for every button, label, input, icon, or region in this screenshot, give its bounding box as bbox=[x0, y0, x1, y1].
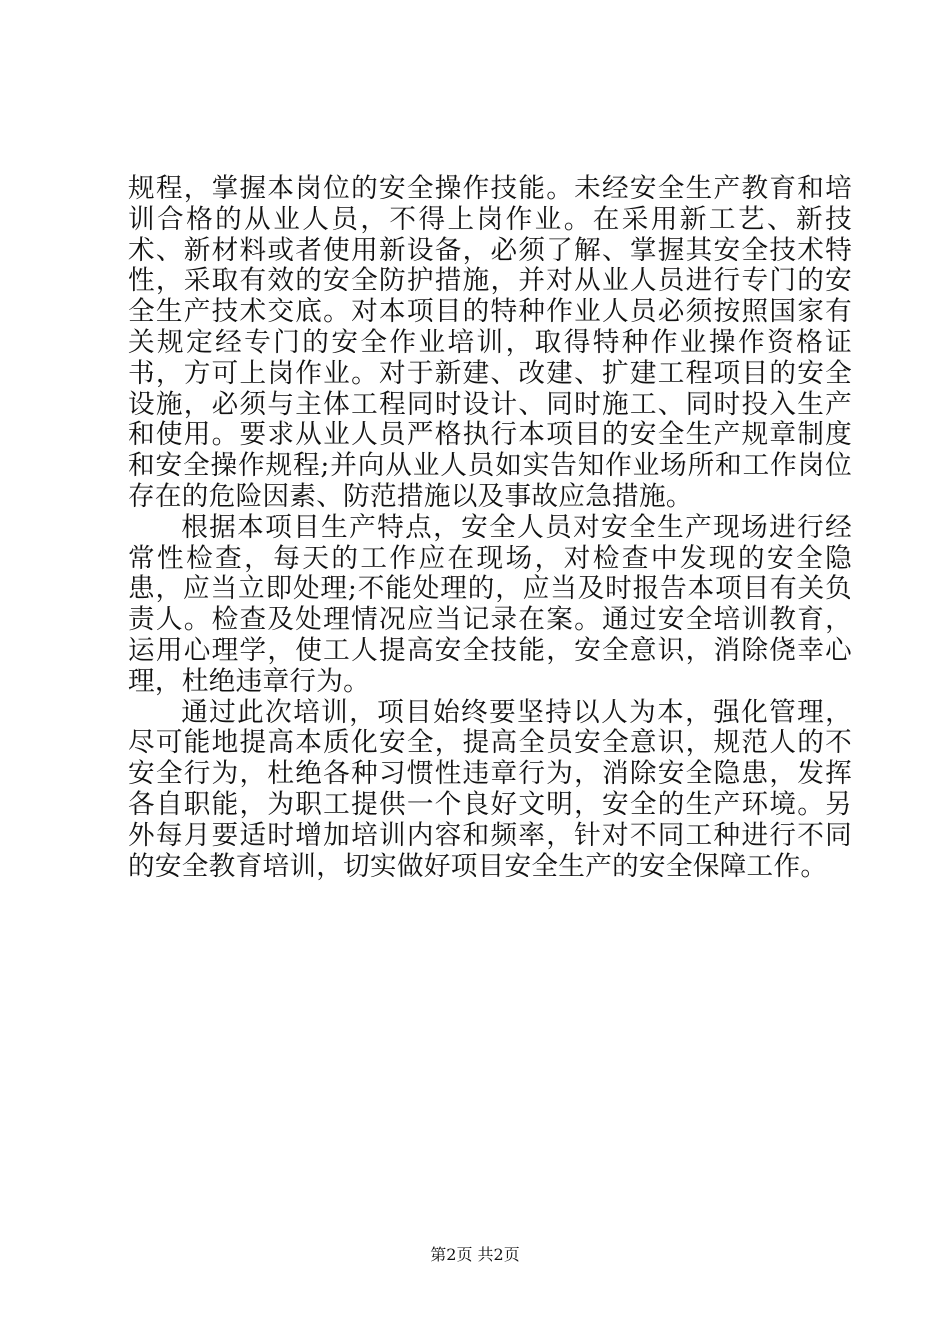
document-body bbox=[128, 174, 852, 882]
paragraph-conclusion: 通过此次培训，项目始终要坚持以人为本，强化管理，尽可能地提高本质化安全，提高全员安全意识，规范人的不安全行为，杜绝各种习惯性违章行为，消除安全隐患，发挥各自职能，为职工提供一个良好文明，安全的生产环境。另外每月要适时增加培训内容和频率，针对不同工种进行不同的安全教育培训，切实做好项目安全生产的安全保障工作。 bbox=[128, 696, 852, 882]
paragraph-continuation: 规程，掌握本岗位的安全操作技能。未经安全生产教育和培训合格的从业人员，不得上岗作业。在采用新工艺、新技术、新材料或者使用新设备，必须了解、掌握其安全技术特性，采取有效的安全防护措施，并对从业人员进行专门的安全生产技术交底。对本项目的特种作业人员必须按照国家有关规定经专门的安全作业培训，取得特种作业操作资格证书，方可上岗作业。对于新建、改建、扩建工程项目的安全设施，必须与主体工程同时设计、同时施工、同时投入生产和使用。要求从业人员严格执行本项目的安全生产规章制度和安全操作规程;并向从业人员如实告知作业场所和工作岗位存在的危险因素、防范措施以及事故应急措施。 bbox=[128, 173, 852, 512]
page-number-footer: 第2页 共2页 bbox=[430, 1245, 520, 1264]
paragraph-inspection: 根据本项目生产特点，安全人员对安全生产现场进行经常性检查，每天的工作应在现场，对检查中发现的安全隐患，应当立即处理;不能处理的，应当及时报告本项目有关负责人。检查及处理情况应当记录在案。通过安全培训教育，运用心理学，使工人提高安全技能，安全意识，消除侥幸心理，杜绝违章行为。 bbox=[128, 511, 852, 697]
